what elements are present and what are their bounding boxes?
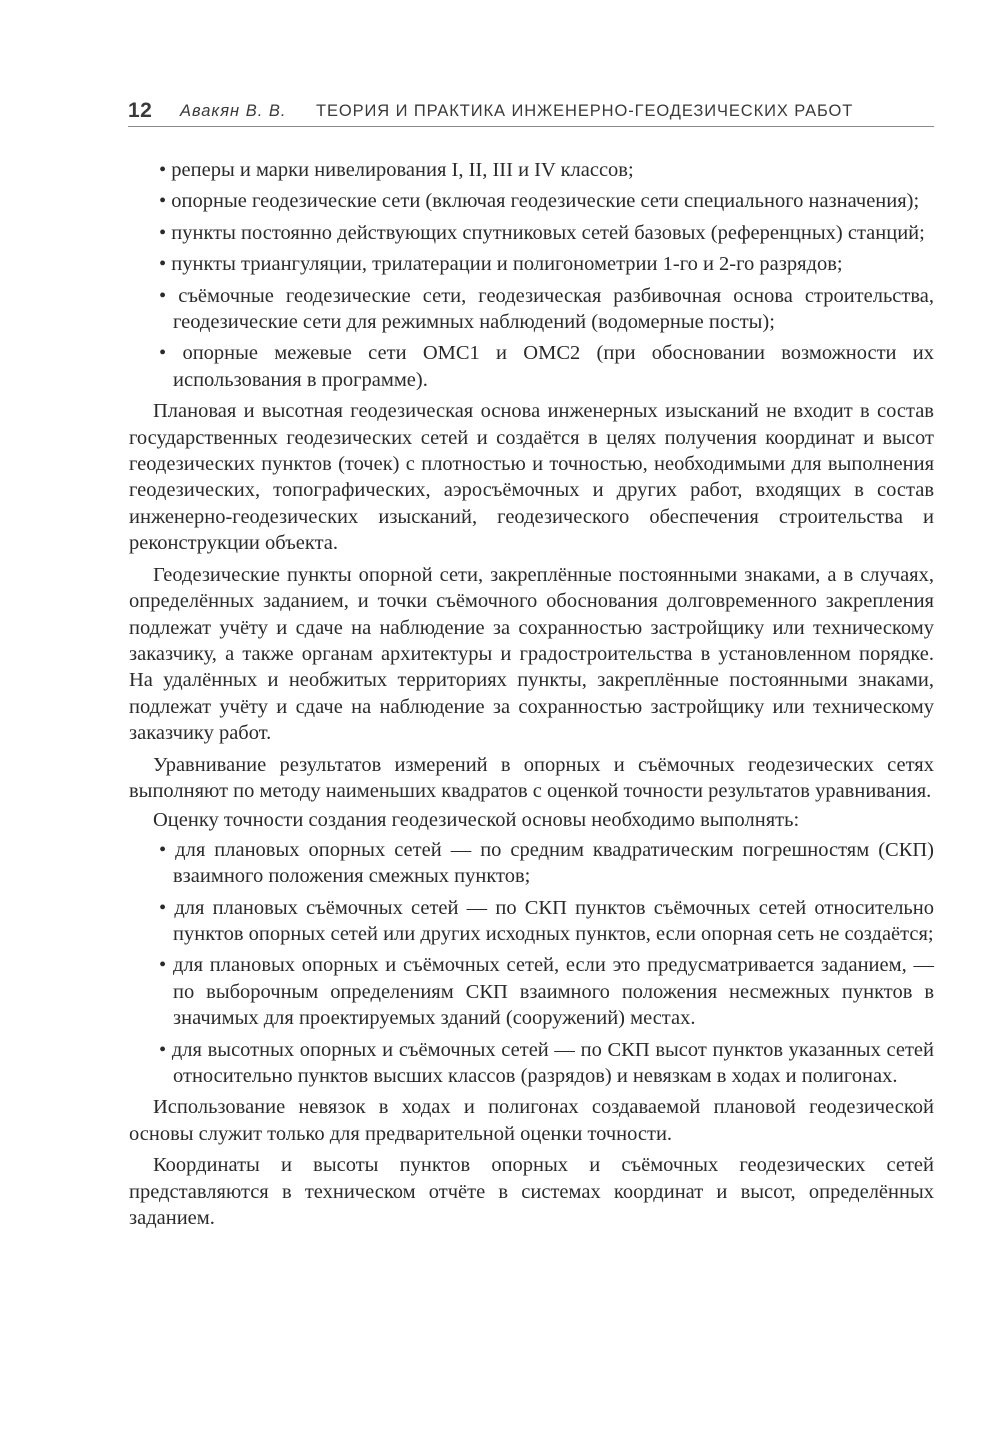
list-item: • опорные межевые сети ОМС1 и ОМС2 (при обосновании возможности их использования в программе). <box>159 342 934 391</box>
list-item: • съёмочные геодезические сети, геодезическая разбивочная основа строительства, геодезические сети для режимных наблюдений (водомерные посты); <box>159 284 934 334</box>
paragraph-geodetic-basis: Плановая и высотная геодезическая основа инженерных изысканий не входит в состав государственных геодезических сетей и создаётся в целях получения координат и высот геодезических пунктов (точек) с плотностью и точностью, необходимыми для выполнения геодезических, топографических, аэросъёмочных и других работ, входящих в состав инженерно-геодезических изысканий, геодезического обеспечения строительства и реконструкции объекта. <box>129 400 934 555</box>
bullet-list-accuracy <box>129 837 934 1090</box>
list-item: • для плановых опорных сетей — по средним квадратическим погрешностям (СКП) взаимного положения смежных пунктов; <box>159 838 934 888</box>
list-item: • для плановых опорных и съёмочных сетей, если это предусматривается заданием, — по выборочным определениям СКП взаимного положения несмежных пунктов в значимых для проектируемых зданий (сооружений) местах. <box>159 954 934 1030</box>
paragraph-misclosures: Использование невязок в ходах и полигонах создаваемой плановой геодезической основы служит только для предварительной оценки точности. <box>129 1096 934 1145</box>
page-number: 12 <box>128 99 153 122</box>
list-item: • пункты постоянно действующих спутниковых сетей базовых (референцных) станций; <box>159 221 925 244</box>
list-item: • пункты триангуляции, трилатерации и полигонометрии 1-го и 2-го разрядов; <box>159 253 843 276</box>
page-body <box>129 157 934 1236</box>
list-item: • реперы и марки нивелирования I, II, III и IV классов; <box>159 159 634 181</box>
paragraph-accuracy-intro: Оценку точности создания геодезической основы необходимо выполнять: <box>153 809 800 832</box>
list-item: • для высотных опорных и съёмочных сетей — по СКП высот пунктов указанных сетей относительно пунктов высших классов (разрядов) и невязкам в ходах и полигонах. <box>159 1038 934 1087</box>
running-header <box>128 98 934 127</box>
bullet-list-geodetic-points <box>129 157 934 393</box>
list-item: • опорные геодезические сети (включая геодезические сети специального назначения); <box>159 190 920 213</box>
paragraph-coordinates: Координаты и высоты пунктов опорных и съёмочных геодезических сетей представляются в техническом отчёте в системах координат и высот, определённых заданием. <box>129 1154 934 1230</box>
paragraph-reference-points: Геодезические пункты опорной сети, закреплённые постоянными знаками, а в случаях, определённых заданием, и точки съёмочного обоснования долговременного закрепления подлежат учёту и сдаче на наблюдение за сохранностью застройщику или техническому заказчику, а также органам архитектуры и градостроительства в установленном порядке. На удалённых и необжитых территориях пункты, закреплённые постоянными знаками, подлежат учёту и сдаче на наблюдение за сохранностью застройщику или техническому заказчику работ. <box>129 563 934 745</box>
author-name: Авакян В. В. <box>180 102 287 120</box>
list-item: • для плановых съёмочных сетей — по СКП пунктов съёмочных сетей относительно пунктов опорных сетей или других исходных пунктов, если опорная сеть не создаётся; <box>159 896 934 945</box>
paragraph-adjustment: Уравнивание результатов измерений в опорных и съёмочных геодезических сетях выполняют по методу наименьших квадратов с оценкой точности результатов уравнивания. <box>129 753 934 802</box>
book-title: ТЕОРИЯ И ПРАКТИКА ИНЖЕНЕРНО-ГЕОДЕЗИЧЕСКИХ РАБОТ <box>316 102 854 120</box>
